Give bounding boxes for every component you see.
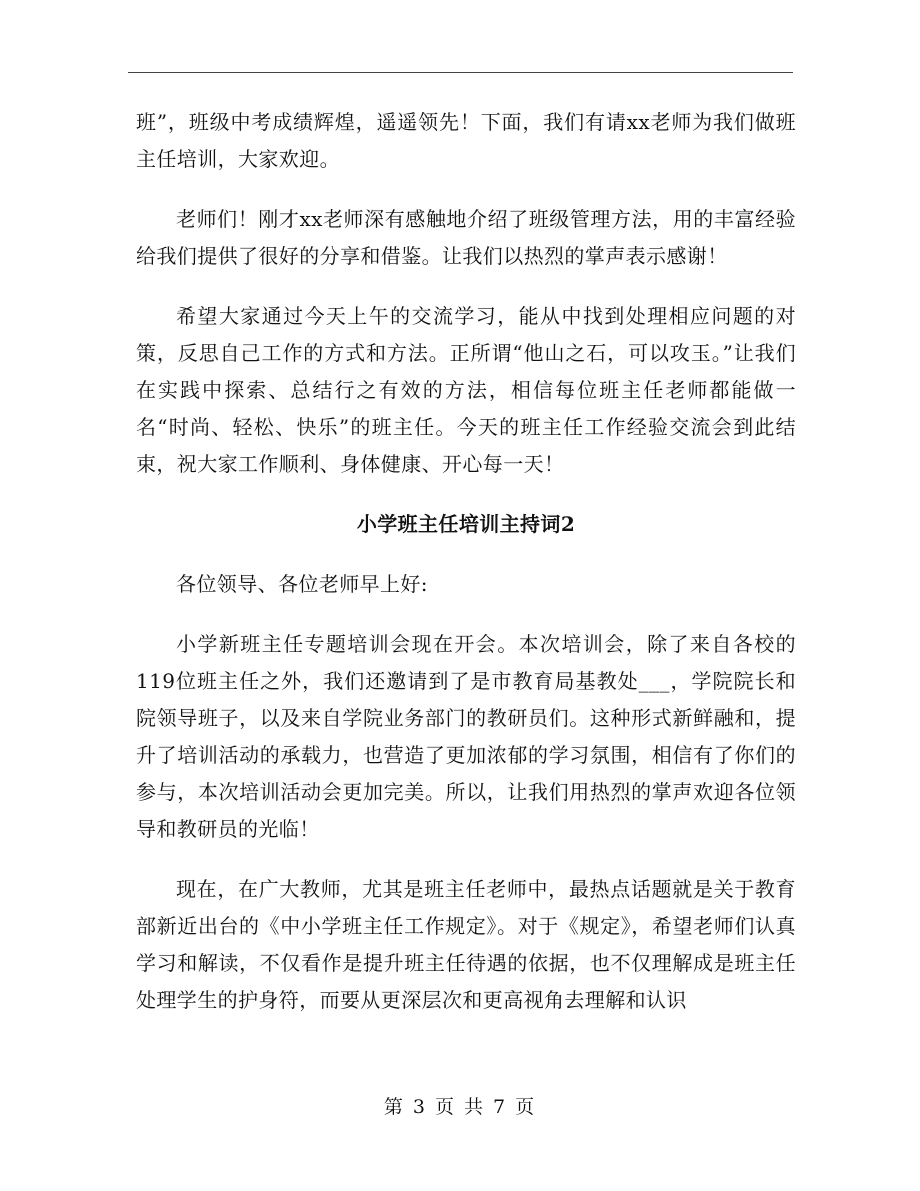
paragraph: 老师们！刚才xx老师深有感触地介绍了班级管理方法，用的丰富经验给我们提供了很好的分享和借鉴。让我们以热烈的掌声表示感谢！ bbox=[136, 207, 796, 268]
section-title: 小学班主任培训主持词2 bbox=[356, 512, 576, 536]
paragraph: 各位领导、各位老师早上好: bbox=[176, 572, 428, 596]
page-number: 第 3 页 共 7 页 bbox=[383, 1096, 537, 1118]
paragraph: 班”，班级中考成绩辉煌，遥遥领先！下面，我们有请xx老师为我们做班主任培训，大家欢迎。 bbox=[136, 110, 796, 171]
header-rule bbox=[128, 72, 793, 73]
paragraph: 小学新班主任专题培训会现在开会。本次培训会，除了来自各校的119位班主任之外，我们还邀请到了是市教育局基教处___，学院院长和院领导班子，以及来自学院业务部门的教研员们。这种形式新鲜融和，提升了培训活动的承载力，也营造了更加浓郁的学习氛围，相信有了你们的参与，本次培训活动会更加完美。所以，让我们用热烈的掌声欢迎各位领导和教研员的光临！ bbox=[136, 632, 796, 841]
paragraph: 现在，在广大教师，尤其是班主任老师中，最热点话题就是关于教育部新近出台的《中小学班主任工作规定》。对于《规定》，希望老师们认真学习和解读，不仅看作是提升班主任待遇的依据，也不仅理解成是班主任处理学生的护身符，而要从更深层次和更高视角去理解和认识 bbox=[136, 877, 796, 1012]
document-body bbox=[136, 104, 796, 1042]
paragraph: 希望大家通过今天上午的交流学习，能从中找到处理相应问题的对策，反思自己工作的方式和方法。正所谓“他山之石，可以攻玉。”让我们在实践中探索、总结行之有效的方法，相信每位班主任老师都能做一名“时尚、轻松、快乐”的班主任。今天的班主任工作经验交流会到此结束，祝大家工作顺利、身体健康、开心每一天！ bbox=[136, 304, 796, 476]
